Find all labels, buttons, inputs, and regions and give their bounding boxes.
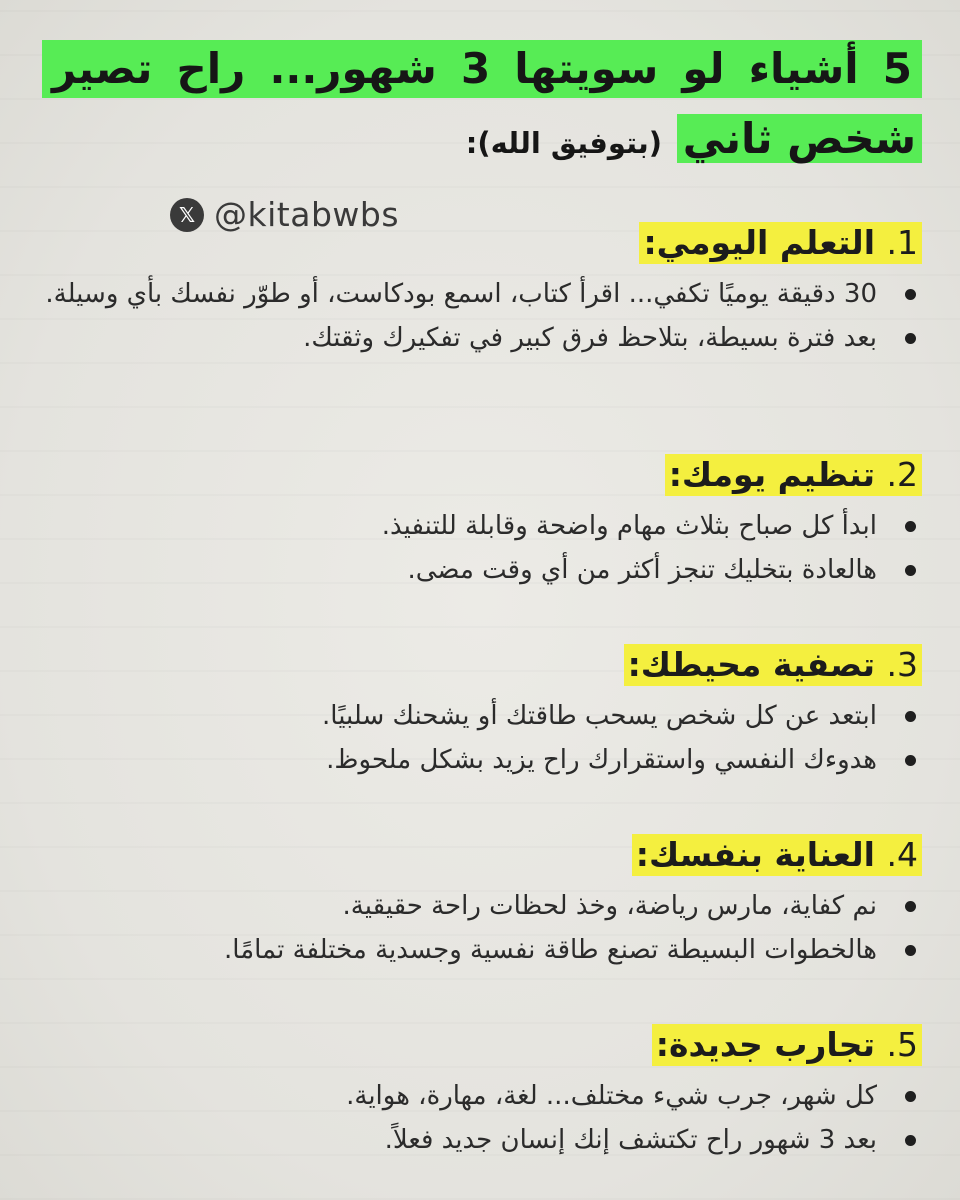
bullet-list xyxy=(38,694,922,782)
title-line-2-sub: (بتوفيق الله): xyxy=(465,126,663,160)
section-title xyxy=(624,644,922,686)
section-title-text: تنظيم يومك: xyxy=(668,455,875,494)
bullet-item: هالخطوات البسيطة تصنع طاقة نفسية وجسدية مختلفة تمامًا. xyxy=(38,928,922,972)
section-1 xyxy=(38,222,922,360)
section-title-text: العناية بنفسك: xyxy=(635,835,875,874)
bullet-item: ابتعد عن كل شخص يسحب طاقتك أو يشحنك سلبيًا. xyxy=(38,694,922,738)
bullet-item: بعد 3 شهور راح تكتشف إنك إنسان جديد فعلاً. xyxy=(38,1118,922,1162)
bullet-list xyxy=(38,504,922,592)
bullet-item: بعد فترة بسيطة، بتلاحظ فرق كبير في تفكيرك وثقتك. xyxy=(38,316,922,360)
bullet-list xyxy=(38,272,922,360)
x-logo-icon: 𝕏 xyxy=(170,198,204,232)
section-5 xyxy=(38,1024,922,1162)
handle-text: @kitabwbs xyxy=(214,195,400,234)
bullet-item: هدوءك النفسي واستقرارك راح يزيد بشكل ملحوظ. xyxy=(38,738,922,782)
bullet-item: ابدأ كل صباح بثلاث مهام واضحة وقابلة للتنفيذ. xyxy=(38,504,922,548)
section-title-text: التعلم اليومي: xyxy=(643,223,875,262)
section-2 xyxy=(38,454,922,592)
bullet-item: نم كفاية، مارس رياضة، وخذ لحظات راحة حقيقية. xyxy=(38,884,922,928)
section-number: 1. xyxy=(886,223,918,262)
section-title xyxy=(652,1024,922,1066)
title-line-1 xyxy=(42,40,922,98)
section-number: 4. xyxy=(886,835,918,874)
section-title xyxy=(665,454,922,496)
bullet-list xyxy=(38,884,922,972)
title-line-2-highlight: شخص ثاني xyxy=(677,114,922,163)
section-3 xyxy=(38,644,922,782)
bullet-list xyxy=(38,1074,922,1162)
section-4 xyxy=(38,834,922,972)
section-number: 5. xyxy=(886,1025,918,1064)
section-title-text: تجارب جديدة: xyxy=(655,1025,875,1064)
bullet-item: هالعادة بتخليك تنجز أكثر من أي وقت مضى. xyxy=(38,548,922,592)
section-title xyxy=(639,222,922,264)
bullet-item: 30 دقيقة يوميًا تكفي... اقرأ كتاب، اسمع بودكاست، أو طوّر نفسك بأي وسيلة. xyxy=(38,272,922,316)
section-title xyxy=(632,834,922,876)
bullet-item: كل شهر، جرب شيء مختلف... لغة، مهارة، هواية. xyxy=(38,1074,922,1118)
section-title-text: تصفية محيطك: xyxy=(627,645,875,684)
title-line-1-text: 5 أشياء لو سويتها 3 شهور... راح تصير xyxy=(42,40,922,98)
section-number: 2. xyxy=(886,455,918,494)
title-line-2 xyxy=(466,110,922,172)
section-number: 3. xyxy=(886,645,918,684)
